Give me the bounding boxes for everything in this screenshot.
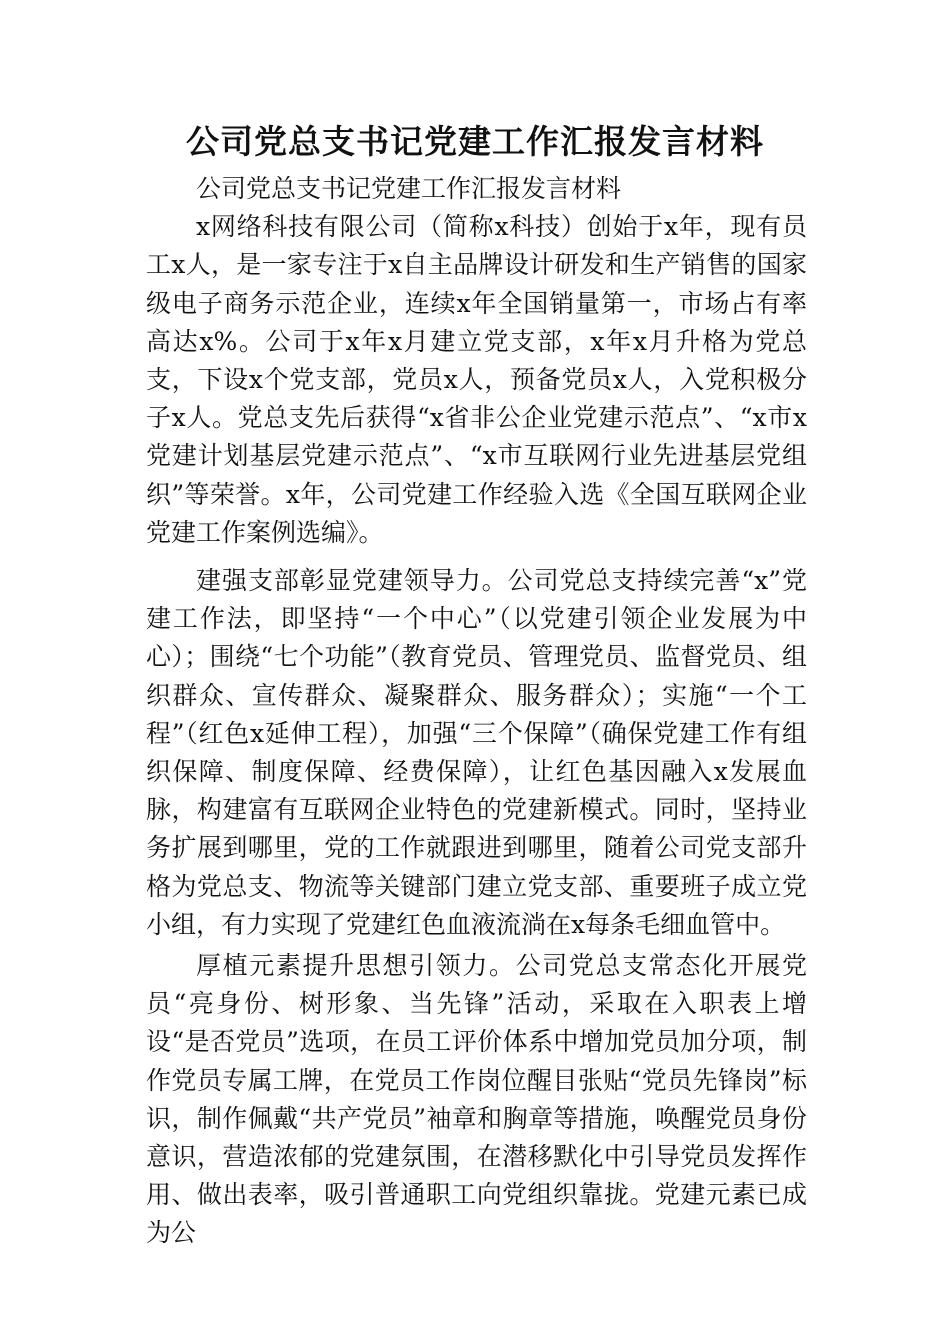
document-title: 公司党总支书记党建工作汇报发言材料 xyxy=(186,122,764,161)
body-paragraph: 厚植元素提升思想引领力。公司党总支常态化开展党员“亮身份、树形象、当先锋”活动，采取在入职表上增设“是否党员”选项，在员工评价体系中增加党员加分项，制作党员专属工牌，在党员工作岗位醒目张贴“党员先锋岗”标识，制作佩戴“共产党员”袖章和胸章等措施，唤醒党员身份意识，营造浓郁的党建氛围，在潜移默化中引导党员发挥作用、做出表率，吸引普通职工向党组织靠拢。党建元素已成为公 xyxy=(146,951,807,1248)
body-paragraph: 建强支部彰显党建领导力。公司党总支持续完善“x”党建工作法，即坚持“一个中心”（以党建引领企业发展为中心）；围绕“七个功能”（教育党员、管理党员、监督党员、组织群众、宣传群众、凝聚群众、服务群众）；实施“一个工程”（红色x延伸工程），加强“三个保障”（确保党建工作有组织保障、制度保障、经费保障），让红色基因融入x发展血脉，构建富有互联网企业特色的党建新模式。同时，坚持业务扩展到哪里，党的工作就跟进到哪里，随着公司党支部升格为党总支、物流等关键部门建立党支部、重要班子成立党小组，有力实现了党建红色血液流淌在x每条毛细血管中。 xyxy=(146,566,807,939)
subtitle-paragraph: 公司党总支书记党建工作汇报发言材料 xyxy=(196,174,622,203)
body-paragraph: x网络科技有限公司（简称x科技）创始于x年，现有员工x人，是一家专注于x自主品牌设计研发和生产销售的国家级电子商务示范企业，连续x年全国销量第一，市场占有率高达x%。公司于x年x月建立党支部，x年x月升格为党总支，下设x个党支部，党员x人，预备党员x人，入党积极分子x人。党总支先后获得“x省非公企业党建示范点”、“x市x党建计划基层党建示范点”、“x市互联网行业先进基层党组织”等荣誉。x年，公司党建工作经验入选《全国互联网企业党建工作案例选编》。 xyxy=(146,212,807,547)
document-body xyxy=(146,170,807,1253)
